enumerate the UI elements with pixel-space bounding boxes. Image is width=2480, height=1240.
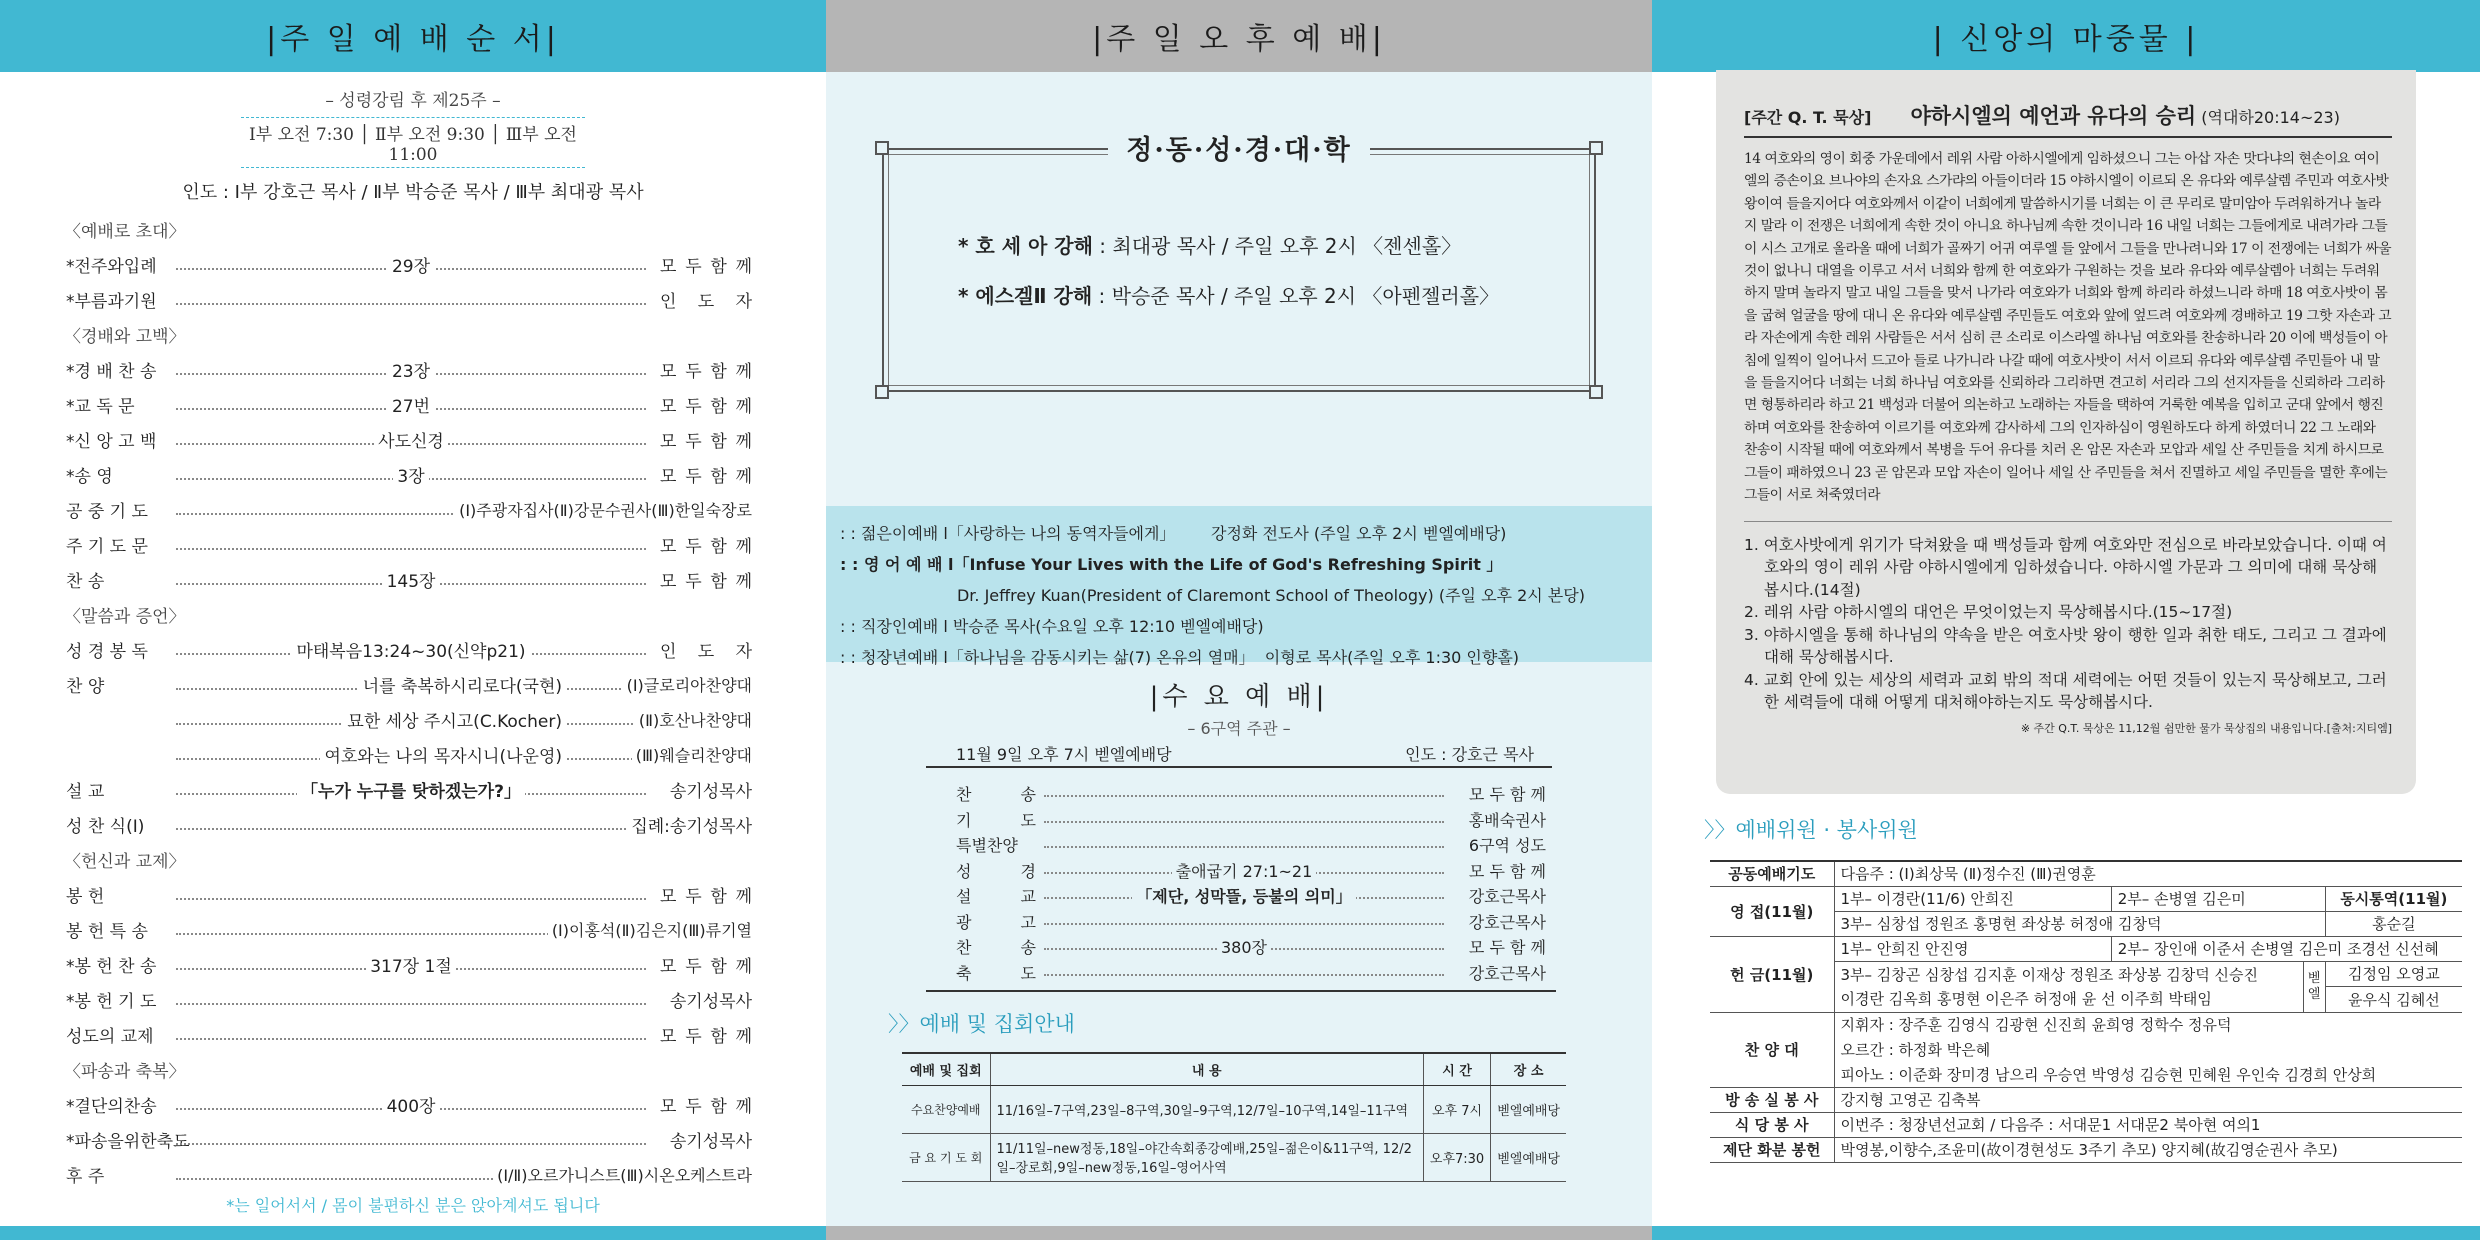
staff-value: 홍순길 bbox=[2325, 911, 2462, 936]
item-name: 찬 송 bbox=[66, 572, 105, 592]
wednesday-title: |수 요 예 배| bbox=[1149, 682, 1329, 712]
wednesday-item bbox=[926, 859, 1556, 884]
qt-title: 야하시엘의 예언과 유다의 승리 bbox=[1910, 104, 2197, 128]
table-row bbox=[902, 1133, 1566, 1181]
workers-service: : : 직장인예배 l 박승준 목사(수요일 오후 12:10 벧엘예배당) bbox=[840, 617, 1264, 636]
item-name: *전주와입례 bbox=[66, 257, 157, 277]
item-name: 특별찬양 bbox=[956, 836, 1018, 855]
order-section-heading bbox=[0, 597, 826, 632]
order-item bbox=[0, 247, 826, 282]
item-leader: 송기성목사 bbox=[666, 777, 752, 802]
order-item bbox=[0, 667, 826, 702]
wednesday-item bbox=[926, 782, 1556, 807]
qt-question: 4. 교회 안에 있는 세상의 세력과 교회 밖의 적대 세력에는 어떤 것들이 있는지 묵상해보고, 그러한 세력들에 대해 어떻게 대처해야하는지도 묵상해봅시다. bbox=[1744, 670, 2387, 711]
staff-label: 제단 화분 봉헌 bbox=[1710, 1137, 1834, 1162]
item-content: 23장 bbox=[388, 362, 434, 382]
item-content: 마태복음13:24~30(신약p21) bbox=[292, 642, 529, 662]
item-participants: (Ⅱ)호산나찬양대 bbox=[635, 708, 752, 731]
item-name: 주 기 도 문 bbox=[66, 537, 148, 557]
item-participants: (Ⅲ)웨슬리찬양대 bbox=[632, 743, 752, 766]
order-item bbox=[0, 807, 826, 842]
order-item bbox=[0, 947, 826, 982]
staff-value: 3부– 심창섭 정원조 홍명현 좌상봉 허정애 김창덕 bbox=[1834, 911, 2325, 936]
info-cell: 벧엘예배당 bbox=[1491, 1085, 1566, 1133]
item-content: 400장 bbox=[383, 1097, 440, 1117]
english-service: : : 영 어 예 배 l「Infuse Your Lives with the Life of God's Refreshing Spirit 」 bbox=[840, 555, 1503, 574]
qt-question: 2. 레위 사람 야하시엘의 대언은 무엇이었는지 묵상해봅시다.(15~17절) bbox=[1744, 603, 2233, 621]
order-item bbox=[0, 1157, 826, 1192]
table-row bbox=[1710, 1087, 2462, 1112]
order-item bbox=[0, 422, 826, 457]
item-name: 설 교 bbox=[66, 782, 105, 802]
bible-college-title: 정·동·성·경·대·학 bbox=[1108, 135, 1370, 166]
staff-value: 2부– 손병열 김은미 bbox=[2111, 886, 2325, 911]
table-row bbox=[1710, 1137, 2462, 1162]
item-content: 27번 bbox=[388, 397, 434, 417]
item-leader: 모 두 함 께 bbox=[1468, 861, 1546, 881]
item-leader: 인 도 자 bbox=[656, 287, 752, 312]
info-cell: 11/11일–new정동,18일–야간속회종강예배,25일–젊은이&11구역, 12/2일–장로회,9일–new정동,16일–영어사역 bbox=[990, 1133, 1423, 1181]
item-name: 성 경 봉 독 bbox=[66, 642, 148, 662]
staff-value: 1부– 안희진 안진영 bbox=[1834, 936, 2111, 961]
item-name: *신 앙 고 백 bbox=[66, 432, 157, 452]
item-leader: 모 두 함 께 bbox=[656, 952, 752, 977]
table-row bbox=[1710, 861, 2462, 886]
order-item bbox=[0, 702, 826, 737]
item-content: 380장 bbox=[1217, 938, 1271, 957]
info-table bbox=[902, 1052, 1566, 1182]
column-header: |주 일 예 배 순 서| bbox=[0, 0, 826, 72]
qt-scripture-text: 14 여호와의 영이 회중 가운데에서 레위 사람 아하시엘에게 임하셨으니 그는 아삽 자손 맛다냐의 현손이요 여이엘의 증손이요 브나야의 손자요 스가랴의 아들이더라 15 야하시엘이 이르되 온 유다와 예루살렘 주민과 여호사밧 왕이여 들을지어다 여호와께서 이같이 너희에게 말씀하시기를 너희는 이 큰 무리로 말미암아 두려워하거나 놀라지 말라 이 전쟁은 너희에게 속한 것이 아니요 하나님께 속한 것이니라 16 내일 너희는 그들에게로 내려가라 그들이 시스 고개로 올라올 때에 너희가 골짜기 어귀 여루엘 들 앞에서 그들을 만나려니와 17 이 전쟁에는 너희가 싸울 것이 없나니 대열을 이루고 서서 너희와 함께 한 여호와가 구원하는 것을 보라 유다와 예루살렘아 너희는 두려워하지 말며 놀라지 말고 내일 그들을 맞서 나가라 여호와가 너희와 함께 하리라 하셨느니라 하매 18 여호사밧이 몸을 굽혀 얼굴을 땅에 대니 온 유다와 예루살렘 주민들도 여호와 앞에 엎드려 여호와께 경배하고 19 그핫 자손과 고라 자손에게 속한 레위 사람들은 서서 심히 큰 소리로 이스라엘 하나님 여호와를 찬송하니라 20 이에 백성들이 아침에 일찍이 일어나서 드고아 들로 나가니라 나갈 때에 여호사밧이 서서 이르되 유다와 예루살렘 주민들아 내 말을 들을지어다 너희는 너희 하나님 여호와를 신뢰하라 그리하면 견고히 서리라 그의 선지자들을 신뢰하라 그리하면 형통하리라 하고 21 백성과 더불어 의논하고 노래하는 자들을 택하여 거룩한 예복을 입히고 군대 앞에서 행진하며 여호와를 찬송하여 이르기를 여호와께 감사하세 그의 인자하심이 영원하도다 하게 하였더니 22 그 노래와 찬송이 시작될 때에 여호와께서 복병을 두어 유다를 치러 온 암몬 자손과 모압과 세일 산 주민들을 치게 하시므로 그들이 패하였으니 23 곧 암몬과 모압 자손이 일어나 세일 산 주민들을 쳐서 진멸하고 세일 주민들을 멸한 후에는 그들이 서로 쳐죽였더라 bbox=[1744, 151, 2392, 504]
order-item bbox=[0, 912, 826, 947]
dot-leader bbox=[176, 1143, 646, 1145]
info-cell: 수요찬양예배 bbox=[902, 1085, 990, 1133]
staff-value: 다음주 : (Ⅰ)최상묵 (Ⅱ)정수진 (Ⅲ)권영훈 bbox=[1834, 861, 2462, 886]
dot-leader bbox=[1044, 923, 1444, 925]
staff-section-title: 〉〉예배위원 · 봉사위원 bbox=[1704, 818, 1918, 842]
section-label: 〈말씀과 증언〉 bbox=[64, 607, 186, 627]
item-participants: (Ⅰ)주광자집사(Ⅱ)강문수권사(Ⅲ)한일숙장로 bbox=[455, 498, 752, 521]
wednesday-leader: 인도 : 강호근 목사 bbox=[1405, 745, 1534, 764]
column-footer-bar bbox=[826, 1226, 1652, 1240]
item-leader: 모 두 함 께 bbox=[656, 252, 752, 277]
item-leader: 모 두 함 께 bbox=[656, 462, 752, 487]
staff-table bbox=[1710, 860, 2462, 1163]
item-name: 봉 헌 특 송 bbox=[66, 922, 148, 942]
item-name: *송 영 bbox=[66, 467, 113, 487]
staff-label: 방 송 실 봉 사 bbox=[1710, 1087, 1834, 1112]
staff-value: 박영봉,이향수,조윤미(故이경현성도 3주기 추모) 양지혜(故김영순권사 추모) bbox=[1834, 1137, 2462, 1162]
item-leader: 모 두 함 께 bbox=[1468, 938, 1546, 957]
order-section-heading bbox=[0, 1052, 826, 1087]
item-leader: 송기성목사 bbox=[666, 1127, 752, 1152]
order-item bbox=[0, 737, 826, 772]
order-of-worship-column bbox=[0, 0, 826, 1240]
qt-source-note: ※ 주간 Q.T. 묵상은 11,12월 쉼만한 물가 묵상집의 내용입니다.[출처:지티엠] bbox=[2020, 721, 2392, 735]
item-content: 여호와는 나의 목자시니(나운영) bbox=[320, 747, 566, 767]
service-times: Ⅰ부 오전 7:30 │ Ⅱ부 오전 9:30 │ Ⅲ부 오전 11:00 bbox=[241, 117, 585, 168]
item-name: 봉 헌 bbox=[66, 887, 105, 907]
info-cell: 11/16일–7구역,23일–8구역,30일–9구역,12/7일–10구역,14일–11구역 bbox=[990, 1085, 1423, 1133]
standing-note: *는 일어서서 / 몸이 불편하신 분은 앉아계셔도 됩니다 bbox=[226, 1196, 600, 1215]
order-item bbox=[0, 387, 826, 422]
dot-leader bbox=[176, 303, 646, 305]
info-col-header: 시 간 bbox=[1423, 1053, 1490, 1085]
order-item bbox=[0, 527, 826, 562]
info-cell: 오후 7시 bbox=[1423, 1085, 1490, 1133]
item-content: 317장 1절 bbox=[366, 957, 456, 977]
item-leader: 모 두 함 께 bbox=[656, 567, 752, 592]
order-item bbox=[0, 1122, 826, 1157]
item-name: 찬 송 bbox=[956, 785, 1036, 804]
item-leader: 집례:송기성목사 bbox=[627, 812, 752, 837]
dot-leader bbox=[1044, 821, 1444, 823]
divider bbox=[926, 990, 1556, 992]
item-content: 사도신경 bbox=[374, 432, 448, 452]
info-cell: 오후7:30 bbox=[1423, 1133, 1490, 1181]
staff-label: 찬 양 대 bbox=[1710, 1012, 1834, 1087]
section-label: 〈헌신과 교제〉 bbox=[64, 852, 186, 872]
item-name: *봉 헌 찬 송 bbox=[66, 957, 157, 977]
faith-primer-column bbox=[1652, 0, 2480, 1240]
staff-label: 영 접(11월) bbox=[1710, 886, 1834, 936]
dot-leader bbox=[176, 1038, 646, 1040]
wednesday-info bbox=[926, 742, 1552, 768]
item-leader: 강호근목사 bbox=[1468, 887, 1546, 906]
item-participants: (Ⅰ/Ⅱ)오르가니스트(Ⅲ)시온오케스트라 bbox=[493, 1163, 752, 1186]
item-name: *경 배 찬 송 bbox=[66, 362, 157, 382]
item-name: *교 독 문 bbox=[66, 397, 135, 417]
liturgical-week: – 성령강림 후 제25주 – bbox=[325, 91, 501, 111]
staff-value: 3부– 김창곤 심창섭 김지훈 이재상 정원조 좌상봉 김창덕 신승진 이경란 김옥희 홍명현 이은주 허정애 윤 선 이주희 박태임 bbox=[1834, 961, 2303, 1012]
order-item bbox=[0, 492, 826, 527]
wednesday-item bbox=[926, 910, 1556, 935]
table-row bbox=[1710, 1012, 2462, 1037]
item-leader: 모 두 함 께 bbox=[656, 882, 752, 907]
section-label: 〈파송과 축복〉 bbox=[64, 1062, 186, 1082]
staff-value: 김정임 오영교 bbox=[2325, 961, 2462, 987]
item-name: 기 도 bbox=[956, 810, 1036, 830]
section-label: 〈예배로 초대〉 bbox=[64, 222, 186, 242]
staff-value: 2부– 장인애 이준서 손병열 김은미 조경선 신선혜 bbox=[2111, 936, 2462, 961]
item-content: 묘한 세상 주시고(C.Kocher) bbox=[343, 712, 566, 732]
item-leader: 홍배숙권사 bbox=[1468, 810, 1546, 830]
info-section-title: 〉〉예배 및 집회안내 bbox=[888, 1012, 1075, 1036]
bible-college-frame bbox=[882, 135, 1596, 392]
item-name: *결단의찬송 bbox=[66, 1097, 157, 1117]
item-content: 너를 축복하시리로다(국현) bbox=[359, 677, 566, 697]
wednesday-host: – 6구역 주관 – bbox=[1187, 719, 1291, 738]
staff-value: 강지형 고영곤 김축복 bbox=[1834, 1087, 2462, 1112]
item-leader: 강호근목사 bbox=[1468, 912, 1546, 932]
order-item bbox=[0, 1017, 826, 1052]
item-leader: 강호근목사 bbox=[1468, 963, 1546, 983]
column-header: | 신앙의 마중물 | bbox=[1652, 0, 2480, 72]
item-leader: 모 두 함 께 bbox=[656, 532, 752, 557]
staff-label: 식 당 봉 사 bbox=[1710, 1112, 1834, 1137]
table-row bbox=[902, 1085, 1566, 1133]
order-item bbox=[0, 772, 826, 807]
lecture-ezekiel: * 에스겔Ⅱ 강해 : 박승준 목사 / 주일 오후 2시 〈아펜젤러홀〉 bbox=[958, 284, 1500, 308]
order-list bbox=[0, 212, 826, 1192]
item-name: 찬 송 bbox=[956, 938, 1036, 957]
info-cell: 금 요 기 도 회 bbox=[902, 1133, 990, 1181]
staff-value: 윤우식 김혜선 bbox=[2325, 987, 2462, 1013]
wednesday-item bbox=[926, 961, 1556, 986]
order-item bbox=[0, 352, 826, 387]
item-name: 축 도 bbox=[956, 963, 1036, 983]
column-header: |주 일 오 후 예 배| bbox=[826, 0, 1652, 72]
order-item bbox=[0, 632, 826, 667]
order-item bbox=[0, 1087, 826, 1122]
order-item bbox=[0, 982, 826, 1017]
staff-label: 헌 금(11월) bbox=[1710, 936, 1834, 1012]
section-label: 〈경배와 고백〉 bbox=[64, 327, 186, 347]
item-content: 「누가 누구를 탓하겠는가?」 bbox=[297, 782, 525, 802]
dot-leader bbox=[1044, 846, 1444, 848]
item-participants: (Ⅰ)글로리아찬양대 bbox=[623, 673, 752, 696]
qt-scripture-ref: (역대하20:14~23) bbox=[2201, 108, 2340, 127]
item-content: 3장 bbox=[393, 467, 428, 487]
order-section-heading bbox=[0, 842, 826, 877]
order-item bbox=[0, 562, 826, 597]
info-cell: 벧엘예배당 bbox=[1491, 1133, 1566, 1181]
item-leader: 모 두 함 께 bbox=[656, 357, 752, 382]
afternoon-worship-column bbox=[826, 0, 1652, 1240]
item-content: 출애굽기 27:1~21 bbox=[1172, 862, 1317, 881]
dot-leader bbox=[176, 548, 646, 550]
item-name: 설 교 bbox=[956, 887, 1036, 906]
qt-question: 1. 여호사밧에게 위기가 닥쳐왔을 때 백성들과 함께 여호와만 전심으로 바라보았습니다. 이때 여호와의 영이 레위 사람 야하시엘에게 임하셨습니다. 야하시엘 가문과 그 의미에 대해 묵상해봅시다.(14절) bbox=[1744, 535, 2387, 599]
info-col-header: 장 소 bbox=[1491, 1053, 1566, 1085]
item-content: 「제단, 성막뜰, 등불의 의미」 bbox=[1132, 887, 1355, 906]
wednesday-time: 11월 9일 오후 7시 벧엘예배당 bbox=[956, 745, 1172, 764]
order-section-heading bbox=[0, 212, 826, 247]
item-name: *부름과기원 bbox=[66, 292, 157, 312]
table-row bbox=[1710, 886, 2462, 911]
staff-value: 1부– 이경란(11/6) 안희진 bbox=[1834, 886, 2111, 911]
item-leader: 모 두 함 께 bbox=[656, 1022, 752, 1047]
qt-questions bbox=[1744, 521, 2392, 714]
staff-label: 공동예배기도 bbox=[1710, 861, 1834, 886]
qt-label: [주간 Q. T. 묵상] bbox=[1744, 108, 1872, 127]
staff-value: 지휘자 : 장주훈 김영식 김광현 신진희 윤희영 정학수 정유덕 bbox=[1840, 1016, 2232, 1035]
column-footer-bar bbox=[0, 1226, 826, 1240]
item-content: 29장 bbox=[388, 257, 434, 277]
dot-leader bbox=[176, 898, 646, 900]
dot-leader bbox=[1044, 974, 1444, 976]
item-leader: 인 도 자 bbox=[656, 637, 752, 662]
order-item bbox=[0, 457, 826, 492]
wednesday-item bbox=[926, 884, 1556, 909]
item-name: 성 찬 식(Ⅰ) bbox=[66, 817, 145, 837]
item-leader: 모 두 함 께 bbox=[1468, 785, 1546, 804]
wednesday-item bbox=[926, 833, 1556, 858]
table-row bbox=[1710, 1112, 2462, 1137]
dot-leader bbox=[176, 1003, 646, 1005]
item-name: 성 경 bbox=[956, 861, 1036, 881]
order-item bbox=[0, 877, 826, 912]
item-leader: 6구역 성도 bbox=[1468, 836, 1546, 855]
item-leader: 모 두 함 께 bbox=[656, 1092, 752, 1117]
qt-meditation-box bbox=[1716, 70, 2416, 794]
item-leader: 모 두 함 께 bbox=[656, 392, 752, 417]
item-name: 후 주 bbox=[66, 1167, 105, 1187]
other-services-band bbox=[826, 506, 1652, 667]
adult-service: : : 청장년예배 l「하나님을 감동시키는 삶(7) 온유의 열매」 이형로 목사(주일 오후 1:30 인향홀) bbox=[840, 648, 1520, 667]
service-leaders: 인도 : Ⅰ부 강호근 목사 / Ⅱ부 박승준 목사 / Ⅲ부 최대광 목사 bbox=[182, 182, 644, 203]
staff-value: 이번주 : 청장년선교회 / 다음주 : 서대문1 서대문2 북아현 여의1 bbox=[1834, 1112, 2462, 1137]
dot-leader bbox=[1044, 795, 1444, 797]
order-section-heading bbox=[0, 317, 826, 352]
info-col-header: 내 용 bbox=[990, 1053, 1423, 1085]
item-name: *파송을위한축도 bbox=[66, 1132, 190, 1152]
staff-value: 오르간 : 하정화 박은혜 bbox=[1840, 1041, 1991, 1059]
young-adult-service: : : 젊은이예배 l「사랑하는 나의 동역자들에게」 강정화 전도사 (주일 오후 2시 벧엘예배당) bbox=[840, 524, 1507, 543]
english-service-speaker: Dr. Jeffrey Kuan(President of Claremont School of Theology) (주일 오후 2시 본당) bbox=[840, 586, 1585, 605]
order-item bbox=[0, 282, 826, 317]
item-leader: 모 두 함 께 bbox=[656, 427, 752, 452]
table-row bbox=[1710, 936, 2462, 961]
item-name: 광 고 bbox=[956, 912, 1036, 932]
lecture-hosea: * 호 세 아 강해 : 최대광 목사 / 주일 오후 2시 〈젠센홀〉 bbox=[958, 234, 1462, 258]
staff-value: 벧엘 bbox=[2303, 961, 2325, 1012]
info-col-header: 예배 및 집회 bbox=[902, 1053, 990, 1085]
item-participants: (Ⅰ)이홍석(Ⅱ)김은지(Ⅲ)류기열 bbox=[548, 918, 752, 941]
item-name: 찬 양 bbox=[66, 677, 105, 697]
staff-value: 동시통역(11월) bbox=[2325, 886, 2462, 911]
item-name: *봉 헌 기 도 bbox=[66, 992, 157, 1012]
item-name: 성도의 교제 bbox=[66, 1027, 154, 1047]
item-leader: 송기성목사 bbox=[666, 987, 752, 1012]
qt-heading bbox=[1744, 100, 2392, 138]
staff-value: 피아노 : 이준화 장미경 남으리 우승연 박영성 김승현 민혜원 우인숙 김경희 안상희 bbox=[1834, 1062, 2462, 1087]
item-content: 145장 bbox=[383, 572, 440, 592]
column-footer-bar bbox=[1652, 1226, 2480, 1240]
qt-question: 3. 야하시엘을 통해 하나님의 약속을 받은 여호사밧 왕이 행한 일과 취한 태도, 그리고 그 결과에 대해 묵상해봅시다. bbox=[1744, 625, 2387, 666]
item-name: 공 중 기 도 bbox=[66, 502, 148, 522]
wednesday-item bbox=[926, 808, 1556, 833]
dot-leader bbox=[176, 828, 646, 830]
wednesday-item bbox=[926, 935, 1556, 960]
